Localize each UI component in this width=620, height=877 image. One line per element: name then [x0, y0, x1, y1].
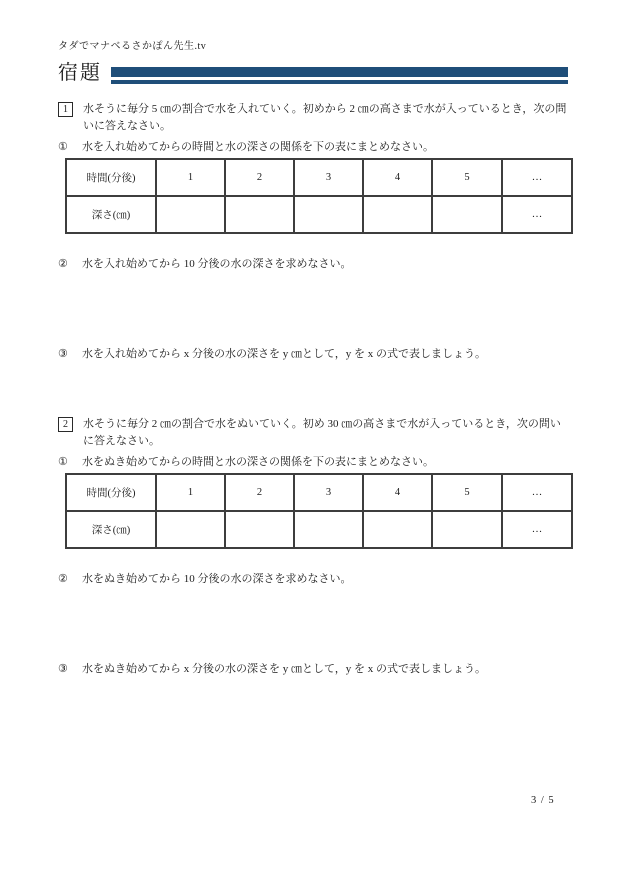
question-text: 水をぬき始めてから x 分後の水の深さを y ㎝として，y を x の式で表しましょう。: [82, 663, 487, 675]
table-row-depth: [66, 196, 572, 233]
title-rule-group: [111, 62, 568, 84]
problem-2-statement: 水そうに毎分 2 ㎝の割合で水をぬいていく。初め 30 ㎝の高さまで水が入っているとき，次の問いに答えなさい。: [83, 418, 561, 447]
table-cell: …: [502, 511, 572, 548]
table-row-time: [66, 474, 572, 511]
table-row-depth: [66, 511, 572, 548]
table-cell-blank: [156, 511, 225, 548]
table-cell-blank: [432, 196, 502, 233]
table-cell: 1: [156, 474, 225, 511]
table-cell-blank: [363, 196, 432, 233]
table-cell: …: [502, 474, 572, 511]
problem-1-question-3: [58, 347, 568, 362]
table-cell: 4: [363, 474, 432, 511]
question-marker: ③: [58, 348, 68, 360]
table-cell: 3: [294, 159, 363, 196]
problem-1-statement: 水そうに毎分 5 ㎝の割合で水を入れていく。初めから 2 ㎝の高さまで水が入っているとき，次の問いに答えなさい。: [83, 103, 567, 132]
problem-2-question-2: [58, 572, 568, 587]
question-text: 水をぬき始めてからの時間と水の深さの関係を下の表にまとめなさい。: [82, 456, 434, 468]
table-cell: 深さ(㎝): [66, 196, 156, 233]
problem-1-question-1: [58, 140, 568, 155]
problem-2-head: [58, 416, 568, 450]
table-cell: 時間(分後): [66, 474, 156, 511]
problem-2-table: [65, 473, 573, 549]
problem-2-question-3: [58, 662, 568, 677]
problem-1-table: [65, 158, 573, 234]
table-cell-blank: [432, 511, 502, 548]
table-cell-blank: [294, 511, 363, 548]
problem-2-table-wrap: [65, 473, 568, 549]
table-row-time: [66, 159, 572, 196]
title-rule-thick: [111, 67, 568, 77]
question-marker: ①: [58, 456, 68, 468]
table-cell: 5: [432, 159, 502, 196]
table-cell: 2: [225, 159, 294, 196]
table-cell-blank: [363, 511, 432, 548]
question-text: 水を入れ始めてからの時間と水の深さの関係を下の表にまとめなさい。: [82, 141, 434, 153]
problem-2-question-1: [58, 455, 568, 470]
table-cell-blank: [156, 196, 225, 233]
table-cell-blank: [225, 511, 294, 548]
problem-1-table-wrap: [65, 158, 568, 234]
question-marker: ①: [58, 141, 68, 153]
table-cell: …: [502, 196, 572, 233]
question-text: 水を入れ始めてから x 分後の水の深さを y ㎝として，y を x の式で表しましょう。: [82, 348, 487, 360]
section-title: 宿題: [58, 62, 102, 84]
section-heading: [58, 62, 568, 86]
table-cell: 5: [432, 474, 502, 511]
page-number: 3 / 5: [531, 795, 555, 806]
question-marker: ②: [58, 573, 68, 585]
question-marker: ③: [58, 663, 68, 675]
problem-1-head: [58, 101, 568, 135]
table-cell: 1: [156, 159, 225, 196]
title-rule-thin: [111, 80, 568, 84]
table-cell: 3: [294, 474, 363, 511]
table-cell-blank: [225, 196, 294, 233]
question-marker: ②: [58, 258, 68, 270]
question-text: 水を入れ始めてから 10 分後の水の深さを求めなさい。: [82, 258, 352, 270]
question-text: 水をぬき始めてから 10 分後の水の深さを求めなさい。: [82, 573, 352, 585]
table-cell: 深さ(㎝): [66, 511, 156, 548]
table-cell: 2: [225, 474, 294, 511]
table-cell: 時間(分後): [66, 159, 156, 196]
table-cell: …: [502, 159, 572, 196]
site-name: タダでマナベるさかぽん先生.tv: [58, 41, 207, 52]
problem-2: [58, 416, 568, 677]
problem-1-number-box: 1: [58, 102, 73, 117]
table-cell: 4: [363, 159, 432, 196]
problem-1: [58, 101, 568, 362]
problem-2-number-box: 2: [58, 417, 73, 432]
problem-1-question-2: [58, 257, 568, 272]
table-cell-blank: [294, 196, 363, 233]
